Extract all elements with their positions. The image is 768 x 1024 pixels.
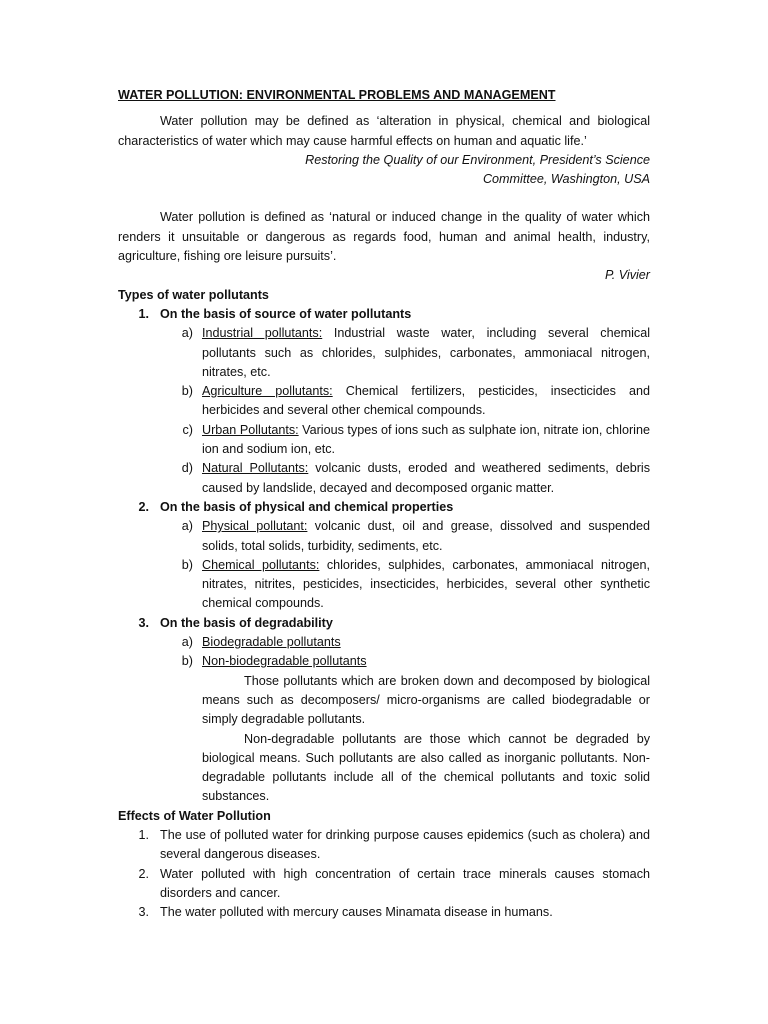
list-item [118, 459, 650, 498]
effect-text: The use of polluted water for drinking purpose causes epidemics (such as cholera) and several dangerous diseases. [160, 827, 650, 862]
definition-1: Water pollution may be defined as ‘alteration in physical, chemical and biological characteristics of water which may cause harmful effects on human and aquatic life.’ [118, 114, 650, 148]
list-item [118, 517, 650, 556]
list-item [118, 382, 650, 421]
section-heading: On the basis of physical and chemical properties [160, 499, 454, 514]
spacer [118, 189, 650, 208]
list-item [118, 421, 650, 460]
effect-item [118, 903, 650, 922]
section-heading: On the basis of source of water pollutants [160, 306, 412, 321]
item-term: Physical pollutant: [202, 519, 308, 534]
section-number: 2. [138, 499, 149, 514]
item-term: Industrial pollutants: [202, 326, 323, 341]
types-heading: Types of water pollutants [118, 287, 269, 302]
effect-item [118, 865, 650, 904]
item-term: Natural Pollutants: [202, 461, 309, 476]
item-desc: Industrial waste water, including several chemical pollutants such as chlorides, sulphides, carbonates, ammoniacal nitrogen, nitrates, etc. [202, 326, 651, 379]
item-term: Non-biodegradable pollutants [202, 654, 367, 669]
item-letter: a) [181, 635, 193, 650]
list-item [118, 556, 650, 614]
item-term: Chemical pollutants: [202, 557, 320, 572]
section-3 [118, 614, 650, 633]
item-desc: Chemical fertilizers, pesticides, insecticides and herbicides and several other chemical compounds. [202, 384, 650, 418]
non-degradable-paragraph: Non-degradable pollutants are those which cannot be degraded by biological means. Such pollutants are also called as inorganic pollutants. Non-degradable pollutants include all of the chemical pollutants and toxic solid substances. [202, 731, 650, 804]
item-text [202, 556, 650, 614]
document-content [118, 86, 650, 922]
section-2 [118, 498, 650, 517]
item-letter: b) [181, 384, 193, 399]
biodegradable-paragraph: Those pollutants which are broken down and decomposed by biological means such as decomposers/ micro-organisms are called biodegradable or simply degradable pollutants. [202, 673, 650, 727]
effect-text: Water polluted with high concentration of certain trace minerals causes stomach disorders and cancer. [160, 866, 650, 900]
item-term: Biodegradable pollutants [202, 635, 341, 650]
effect-number: 2. [138, 866, 149, 881]
item-letter: b) [181, 654, 193, 669]
item-text [202, 382, 650, 421]
item-text [202, 652, 650, 671]
item-desc: volcanic dust, oil and grease, dissolved and suspended solids, total solids, turbidity, sediments, etc. [202, 519, 650, 553]
document-title: WATER POLLUTION: ENVIRONMENTAL PROBLEMS AND MANAGEMENT [118, 88, 556, 102]
list-item [118, 324, 650, 382]
definition-1-source-line-1: Restoring the Quality of our Environment, President’s Science [305, 152, 650, 167]
effect-number: 3. [138, 905, 149, 920]
item-desc: Various types of ions such as sulphate ion, nitrate ion, chlorine ion and sodium ion, etc. [202, 422, 650, 457]
item-letter: a) [181, 326, 193, 341]
definition-2-source: P. Vivier [604, 268, 650, 283]
item-desc: chlorides, sulphides, carbonates, ammoniacal nitrogen, nitrates, nitrites, pesticides, insecticides, herbicides, several other synthetic chemical compounds. [202, 557, 650, 611]
list-item [118, 633, 650, 652]
item-letter: c) [182, 422, 193, 437]
item-letter: a) [181, 519, 193, 534]
item-text [202, 517, 650, 556]
item-text [202, 324, 650, 382]
item-term: Urban Pollutants: [202, 422, 299, 437]
item-text [202, 459, 650, 498]
definition-1-source-line-2: Committee, Washington, USA [482, 172, 650, 187]
item-letter: d) [181, 461, 193, 476]
item-letter: b) [181, 557, 193, 572]
section-heading: On the basis of degradability [160, 615, 333, 630]
effect-text: The water polluted with mercury causes Minamata disease in humans. [160, 905, 553, 920]
definition-2: Water pollution is defined as ‘natural or induced change in the quality of water which renders it unsuitable or dangerous as regards food, human and animal health, industry, agriculture, fishing ore leisure pursuits’. [118, 210, 650, 264]
section-1 [118, 305, 650, 324]
item-desc: volcanic dusts, eroded and weathered sediments, debris caused by landslide, decayed and decomposed organic matter. [202, 461, 650, 495]
degradability-explanation [118, 672, 650, 807]
item-term: Agriculture pollutants: [202, 384, 333, 399]
effect-item [118, 826, 650, 865]
effects-heading: Effects of Water Pollution [118, 808, 271, 823]
section-number: 1. [138, 306, 149, 321]
item-text [202, 633, 650, 652]
item-text [202, 421, 650, 460]
section-number: 3. [138, 615, 149, 630]
list-item [118, 652, 650, 671]
effect-number: 1. [138, 827, 149, 842]
